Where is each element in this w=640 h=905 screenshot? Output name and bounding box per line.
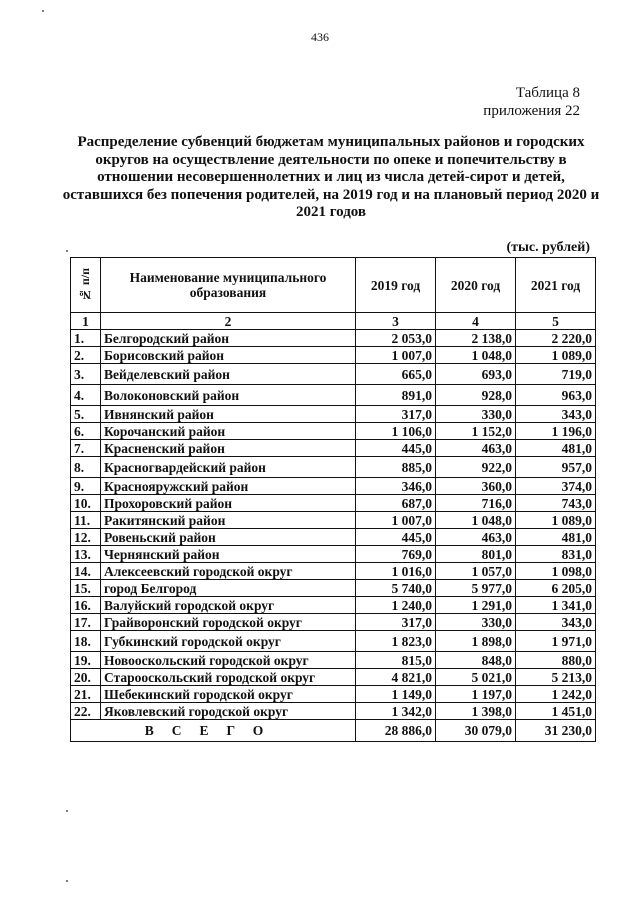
row-number: 22. [71, 703, 101, 720]
row-value-2020: 1 152,0 [436, 423, 516, 440]
row-value-2021: 1 196,0 [516, 423, 596, 440]
row-value-2021: 1 089,0 [516, 512, 596, 529]
row-value-2019: 891,0 [356, 385, 436, 406]
row-number: 10. [71, 495, 101, 512]
row-value-2020: 1 197,0 [436, 686, 516, 703]
row-value-2019: 665,0 [356, 364, 436, 385]
row-value-2019: 2 053,0 [356, 330, 436, 347]
row-value-2019: 769,0 [356, 546, 436, 563]
row-number: 16. [71, 597, 101, 614]
row-value-2019: 1 016,0 [356, 563, 436, 580]
row-number: 14. [71, 563, 101, 580]
row-number: 12. [71, 529, 101, 546]
table-row [71, 529, 596, 546]
row-name: Красненский район [101, 440, 356, 457]
table-row [71, 703, 596, 720]
row-value-2020: 2 138,0 [436, 330, 516, 347]
row-value-2021: 481,0 [516, 440, 596, 457]
table-row [71, 580, 596, 597]
row-value-2020: 1 291,0 [436, 597, 516, 614]
row-value-2020: 848,0 [436, 652, 516, 669]
row-value-2020: 801,0 [436, 546, 516, 563]
row-value-2019: 815,0 [356, 652, 436, 669]
row-value-2021: 1 341,0 [516, 597, 596, 614]
row-name: Алексеевский городской округ [101, 563, 356, 580]
document-title: Распределение субвенций бюджетам муниципальных районов и городских округов на осуществление деятельности по опеке и попечительству в отношении несовершеннолетних и лиц из числа детей-сирот и детей, оставшихся без попечения родителей, на 2019 год и на плановый период 2020 и 2021 годов [62, 134, 600, 220]
table-row [71, 423, 596, 440]
row-value-2019: 1 149,0 [356, 686, 436, 703]
total-row [71, 720, 596, 742]
row-value-2020: 922,0 [436, 457, 516, 478]
table-row [71, 546, 596, 563]
row-value-2019: 5 740,0 [356, 580, 436, 597]
scan-dot [66, 250, 68, 252]
row-value-2019: 4 821,0 [356, 669, 436, 686]
total-label: ВСЕГО [71, 720, 356, 742]
row-number: 6. [71, 423, 101, 440]
row-name: Ровеньский район [101, 529, 356, 546]
row-value-2021: 343,0 [516, 406, 596, 423]
row-value-2020: 330,0 [436, 406, 516, 423]
row-name: Грайворонский городской округ [101, 614, 356, 631]
table-row [71, 563, 596, 580]
row-number: 9. [71, 478, 101, 495]
row-name: Старооскольский городской округ [101, 669, 356, 686]
subsidy-table [70, 257, 596, 742]
row-name: Ивнянский район [101, 406, 356, 423]
total-2020: 30 079,0 [436, 720, 516, 742]
row-name: Вейделевский район [101, 364, 356, 385]
row-value-2021: 1 971,0 [516, 631, 596, 652]
row-number: 21. [71, 686, 101, 703]
row-value-2021: 481,0 [516, 529, 596, 546]
row-value-2021: 831,0 [516, 546, 596, 563]
column-index-row [71, 313, 596, 330]
row-value-2021: 5 213,0 [516, 669, 596, 686]
row-name: Борисовский район [101, 347, 356, 364]
page-number: 436 [311, 30, 329, 44]
row-name: Шебекинский городской округ [101, 686, 356, 703]
table-row [71, 330, 596, 347]
row-number: 20. [71, 669, 101, 686]
row-number: 8. [71, 457, 101, 478]
table-row [71, 385, 596, 406]
row-number: 1. [71, 330, 101, 347]
table-row [71, 669, 596, 686]
row-value-2019: 1 823,0 [356, 631, 436, 652]
row-name: Красногвардейский район [101, 457, 356, 478]
table-row [71, 440, 596, 457]
table-row [71, 597, 596, 614]
row-value-2021: 1 098,0 [516, 563, 596, 580]
row-value-2020: 1 048,0 [436, 512, 516, 529]
header-num: № п/п [71, 258, 101, 313]
row-value-2021: 2 220,0 [516, 330, 596, 347]
units-label: (тыс. рублей) [506, 240, 590, 255]
row-value-2021: 1 242,0 [516, 686, 596, 703]
table-row [71, 406, 596, 423]
table-row [71, 364, 596, 385]
table-header-row [71, 258, 596, 313]
col-index: 1 [71, 313, 101, 330]
header-2019: 2019 год [356, 258, 436, 313]
col-index: 3 [356, 313, 436, 330]
table-row [71, 686, 596, 703]
row-name: Губкинский городской округ [101, 631, 356, 652]
row-name: Чернянский район [101, 546, 356, 563]
row-value-2019: 346,0 [356, 478, 436, 495]
row-name: Белгородский район [101, 330, 356, 347]
col-index: 5 [516, 313, 596, 330]
row-number: 5. [71, 406, 101, 423]
row-name: Краснояружский район [101, 478, 356, 495]
table-row [71, 478, 596, 495]
col-index: 2 [101, 313, 356, 330]
table-row [71, 495, 596, 512]
row-value-2019: 1 007,0 [356, 347, 436, 364]
row-number: 2. [71, 347, 101, 364]
row-value-2020: 1 898,0 [436, 631, 516, 652]
scan-dot [42, 10, 44, 12]
row-value-2019: 1 240,0 [356, 597, 436, 614]
total-2021: 31 230,0 [516, 720, 596, 742]
table-row [71, 347, 596, 364]
row-name: Ракитянский район [101, 512, 356, 529]
row-number: 18. [71, 631, 101, 652]
row-number: 13. [71, 546, 101, 563]
row-value-2020: 928,0 [436, 385, 516, 406]
row-number: 3. [71, 364, 101, 385]
table-row [71, 652, 596, 669]
row-value-2020: 716,0 [436, 495, 516, 512]
row-number: 17. [71, 614, 101, 631]
row-value-2021: 1 089,0 [516, 347, 596, 364]
row-number: 19. [71, 652, 101, 669]
row-value-2020: 5 021,0 [436, 669, 516, 686]
col-index: 4 [436, 313, 516, 330]
row-value-2021: 719,0 [516, 364, 596, 385]
row-value-2021: 880,0 [516, 652, 596, 669]
row-name: Валуйский городской округ [101, 597, 356, 614]
row-value-2021: 374,0 [516, 478, 596, 495]
row-name: Новооскольский городской округ [101, 652, 356, 669]
row-value-2020: 5 977,0 [436, 580, 516, 597]
table-row [71, 631, 596, 652]
row-value-2019: 445,0 [356, 440, 436, 457]
table-row [71, 457, 596, 478]
table-row [71, 512, 596, 529]
table-reference [483, 84, 580, 120]
row-number: 7. [71, 440, 101, 457]
row-value-2020: 463,0 [436, 529, 516, 546]
row-value-2020: 463,0 [436, 440, 516, 457]
row-name: Прохоровский район [101, 495, 356, 512]
row-value-2021: 343,0 [516, 614, 596, 631]
total-2019: 28 886,0 [356, 720, 436, 742]
row-number: 4. [71, 385, 101, 406]
row-name: Яковлевский городской округ [101, 703, 356, 720]
row-value-2020: 360,0 [436, 478, 516, 495]
header-2020: 2020 год [436, 258, 516, 313]
row-value-2021: 6 205,0 [516, 580, 596, 597]
row-value-2021: 743,0 [516, 495, 596, 512]
row-value-2021: 957,0 [516, 457, 596, 478]
row-value-2019: 885,0 [356, 457, 436, 478]
row-value-2019: 445,0 [356, 529, 436, 546]
row-value-2019: 1 106,0 [356, 423, 436, 440]
table-row [71, 614, 596, 631]
row-value-2019: 1 342,0 [356, 703, 436, 720]
row-name: Корочанский район [101, 423, 356, 440]
scan-dot [66, 810, 68, 812]
row-value-2020: 1 048,0 [436, 347, 516, 364]
row-number: 15. [71, 580, 101, 597]
scan-dot [66, 880, 68, 882]
table-ref-line2: приложения 22 [483, 103, 580, 119]
row-value-2021: 1 451,0 [516, 703, 596, 720]
row-number: 11. [71, 512, 101, 529]
row-value-2021: 963,0 [516, 385, 596, 406]
row-value-2020: 1 398,0 [436, 703, 516, 720]
row-value-2020: 330,0 [436, 614, 516, 631]
header-2021: 2021 год [516, 258, 596, 313]
row-value-2019: 317,0 [356, 614, 436, 631]
row-name: Волоконовский район [101, 385, 356, 406]
row-value-2020: 1 057,0 [436, 563, 516, 580]
row-value-2019: 1 007,0 [356, 512, 436, 529]
row-value-2019: 687,0 [356, 495, 436, 512]
row-value-2019: 317,0 [356, 406, 436, 423]
row-value-2020: 693,0 [436, 364, 516, 385]
header-name: Наименование муниципального образования [101, 258, 356, 313]
row-name: город Белгород [101, 580, 356, 597]
table-ref-line1: Таблица 8 [515, 85, 580, 101]
